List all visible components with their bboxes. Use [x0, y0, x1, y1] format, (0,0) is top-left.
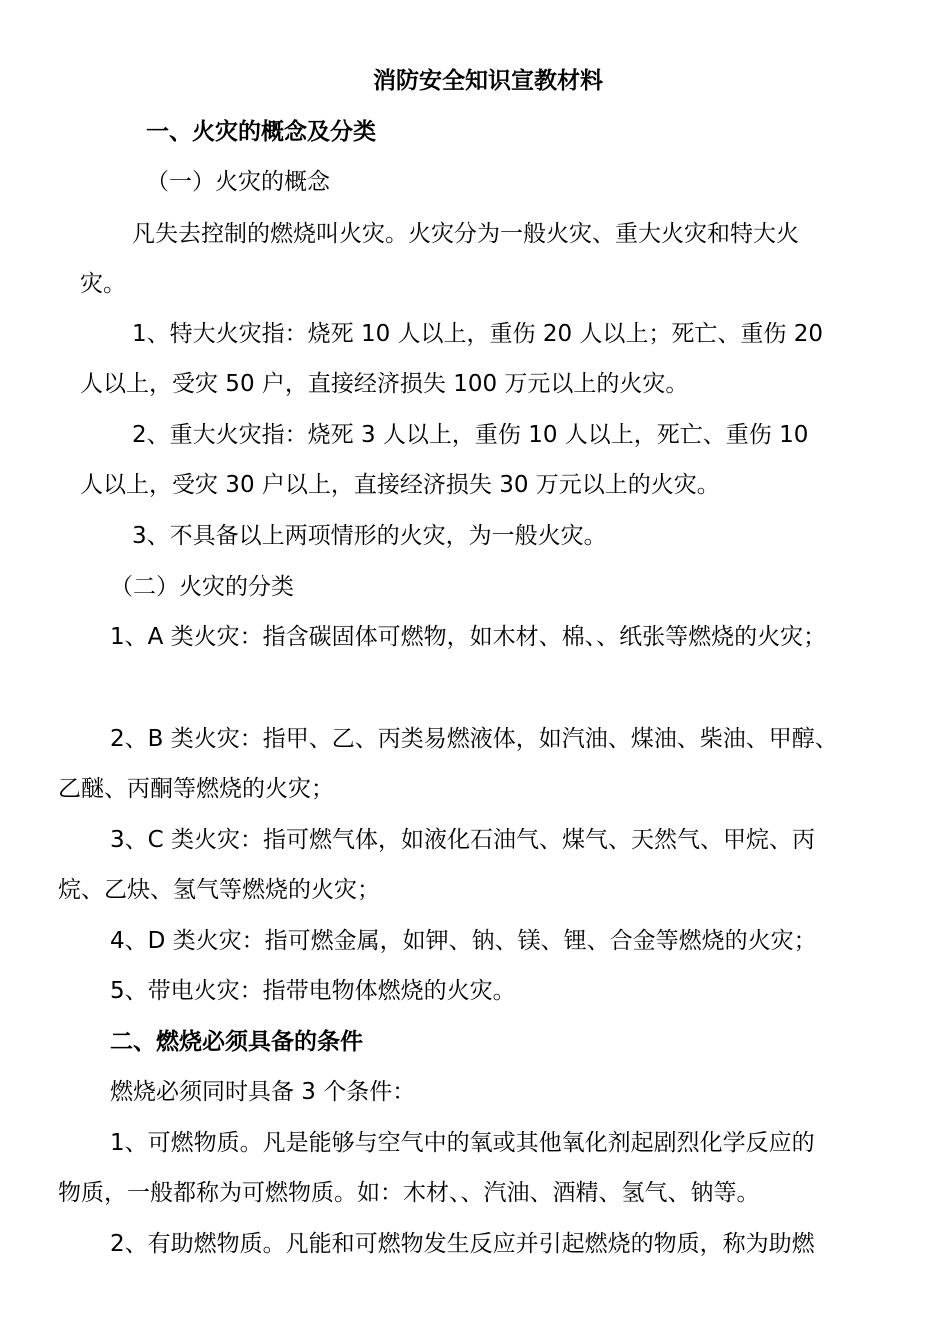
paragraph-line: 1、特大火灾指：烧死 10 人以上，重伤 20 人以上；死亡、重伤 20 — [132, 321, 823, 347]
paragraph-line: 烷、乙炔、氢气等燃烧的火灾； — [58, 877, 380, 903]
paragraph-line: 凡失去控制的燃烧叫火灾。火灾分为一般火灾、重大火灾和特大火 — [132, 221, 799, 247]
paragraph-line: 2、有助燃物质。凡能和可燃物发生反应并引起燃烧的物质，称为助燃 — [110, 1231, 815, 1257]
paragraph-line: 2、重大火灾指：烧死 3 人以上，重伤 10 人以上，死亡、重伤 10 — [132, 422, 809, 448]
subsection-heading: （二）火灾的分类 — [110, 574, 294, 600]
paragraph-line: 4、D 类火灾：指可燃金属，如钾、钠、镁、锂、合金等燃烧的火灾； — [110, 928, 817, 954]
paragraph-line: 3、C 类火灾：指可燃气体，如液化石油气、煤气、天然气、甲烷、丙 — [110, 827, 816, 853]
document-title: 消防安全知识宣教材料 — [373, 68, 603, 94]
paragraph-line: 乙醚、丙酮等燃烧的火灾； — [58, 776, 334, 802]
paragraph-line: 物质，一般都称为可燃物质。如：木材、、汽油、酒精、氢气、钠等。 — [58, 1180, 760, 1206]
paragraph-line: 燃烧必须同时具备 3 个条件： — [110, 1079, 416, 1105]
paragraph-line: 1、A 类火灾：指含碳固体可燃物，如木材、棉、、纸张等燃烧的火灾； — [110, 624, 827, 650]
section-heading: 二、燃烧必须具备的条件 — [110, 1029, 363, 1055]
paragraph-line: 2、B 类火灾：指甲、乙、丙类易燃液体，如汽油、煤油、柴油、甲醇、 — [110, 726, 838, 752]
paragraph-line: 人以上，受灾 30 户以上，直接经济损失 30 万元以上的火灾。 — [80, 472, 720, 498]
subsection-heading: （一）火灾的概念 — [146, 169, 330, 195]
paragraph-line: 5、带电火灾：指带电物体燃烧的火灾。 — [110, 978, 516, 1004]
paragraph-line: 1、可燃物质。凡是能够与空气中的氧或其他氧化剂起剧烈化学反应的 — [110, 1130, 815, 1156]
paragraph-line: 3、不具备以上两项情形的火灾，为一般火灾。 — [132, 523, 607, 549]
paragraph-line: 灾。 — [80, 271, 126, 297]
section-heading: 一、火灾的概念及分类 — [146, 119, 376, 145]
paragraph-line: 人以上，受灾 50 户，直接经济损失 100 万元以上的火灾。 — [80, 371, 689, 397]
